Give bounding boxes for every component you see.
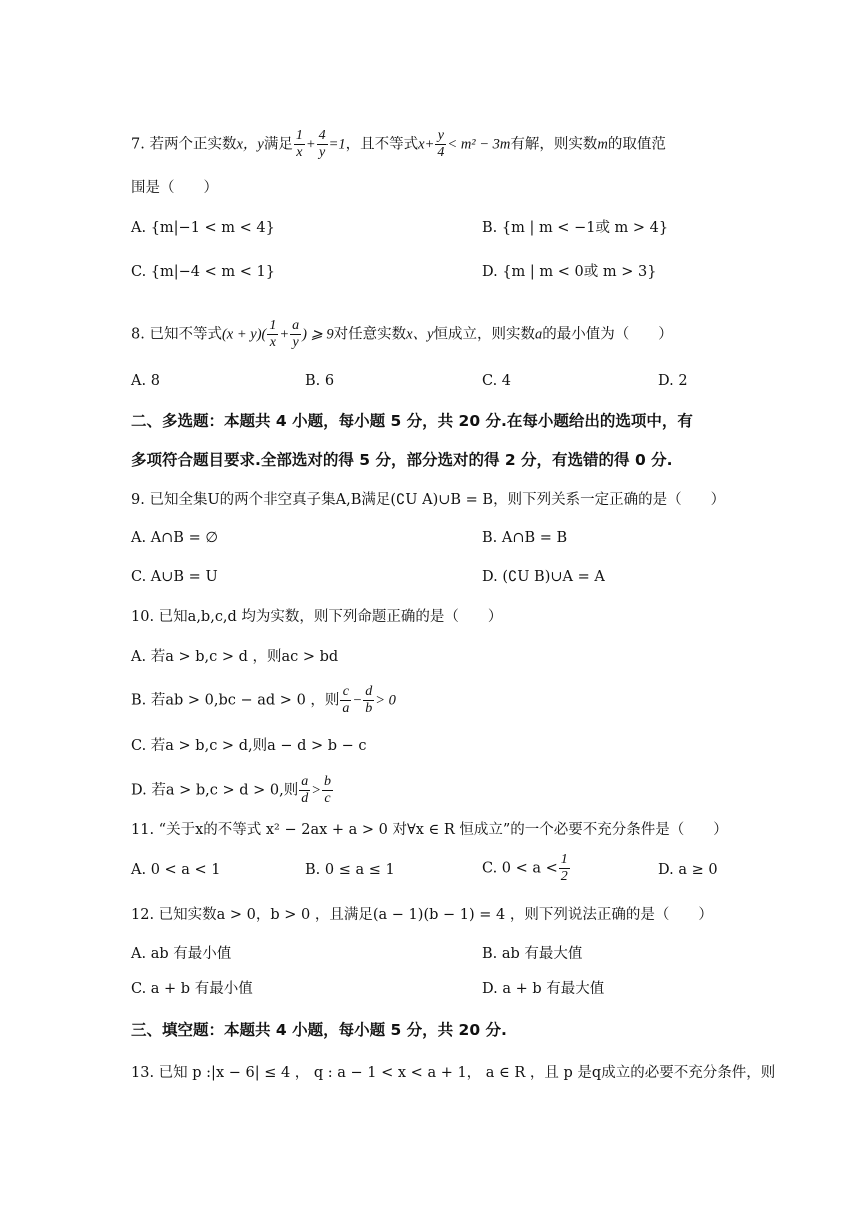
q7-stem-line1: 7. 若两个正实数x，y满足 $\frac{1}{x}$ + $\frac{4}{y}$ =1，且不等式x+ $\frac{y}{4}$ < m² − 3m有解，则实数m的取值范: [131, 128, 666, 160]
q7-frac: $\frac{4}{y}$: [318, 128, 326, 160]
q8-text: 恒成立，则实数: [433, 326, 536, 343]
q10-option-c: C. 若a > b,c > d,则a − d > b − c: [131, 738, 367, 754]
q8-text: 8. 已知不等式: [131, 326, 222, 343]
q8-text: 的最小值为（ ）: [542, 326, 673, 343]
q8-frac: $\frac{a}{y}$: [292, 318, 300, 350]
q9-option-c: C. A∪B = U: [131, 569, 218, 585]
q10-stem: 10. 已知a,b,c,d 均为实数，则下列命题正确的是（ ）: [131, 609, 503, 625]
q7-stem-line2: 围是（ ）: [131, 180, 218, 196]
q9-option-a: A. A∩B = ∅: [131, 530, 218, 546]
q8-stem: 8. 已知不等式(x + y)( $\frac{1}{x}$ + $\frac{a}{y}$ ) ⩾ 9对任意实数x、y恒成立，则实数a的最小值为（ ）: [131, 318, 673, 350]
q11-frac: $\frac{1}{2}$: [560, 852, 568, 884]
q7-option-b: B. {m | m < −1或 m > 4}: [482, 220, 669, 236]
q8-option-d: D. 2: [658, 373, 688, 389]
q11-option-c: C. 0 < a < $\frac{1}{2}$: [482, 852, 568, 884]
q7-frac: $\frac{1}{x}$: [295, 128, 303, 160]
q9-option-d: D. (∁U B)∪A = A: [482, 569, 605, 585]
q8-option-b: B. 6: [305, 373, 335, 389]
q8-option-c: C. 4: [482, 373, 512, 389]
q7-text: 的取值范: [607, 136, 666, 153]
q7-vars: x，y: [236, 136, 264, 153]
q11-option-b: B. 0 ≤ a ≤ 1: [305, 862, 395, 878]
q7-option-c: C. {m|−4 < m < 1}: [131, 264, 275, 280]
q7-frac: $\frac{y}{4}$: [437, 128, 445, 160]
q7-text: 7. 若两个正实数: [131, 136, 237, 153]
q7-ineq: < m² − 3m: [447, 136, 511, 153]
q7-text: 有解，则实数: [510, 136, 598, 153]
section-3-heading: 三、填空题：本题共 4 小题，每小题 5 分，共 20 分.: [131, 1021, 507, 1039]
q10-frac: $\frac{c}{a}$: [342, 684, 350, 716]
q12-option-b: B. ab 有最大值: [482, 946, 583, 962]
q9-option-b: B. A∩B = B: [482, 530, 568, 546]
section-2-heading: 二、多选题：本题共 4 小题，每小题 5 分，共 20 分.在每小题给出的选项中，有: [131, 412, 693, 430]
q8-expr: ) ⩾ 9: [302, 326, 334, 343]
q7-text: 满足: [263, 136, 293, 153]
q7-var: m: [597, 136, 608, 153]
q8-frac: $\frac{1}{x}$: [269, 318, 277, 350]
q8-option-a: A. 8: [131, 373, 160, 389]
q7-ineq: x+: [418, 136, 435, 153]
q11-option-d: D. a ≥ 0: [658, 862, 718, 878]
q9-stem: 9. 已知全集U的两个非空真子集A,B满足(∁U A)∪B = B，则下列关系一定正确的是（ ）: [131, 492, 726, 508]
q7-text: ，且不等式: [345, 136, 419, 153]
q7-option-d: D. {m | m < 0或 m > 3}: [482, 264, 657, 280]
q11-option-a: A. 0 < a < 1: [131, 862, 221, 878]
section-2-heading-cont: 多项符合题目要求.全部选对的得 5 分，部分选对的得 2 分，有选错的得 0 分.: [131, 451, 673, 469]
q8-var: a: [535, 326, 543, 343]
q10-option-b: B. 若ab > 0,bc − ad > 0 ，则 $\frac{c}{a}$ − $\frac{d}{b}$ > 0: [131, 684, 396, 716]
q10-frac: $\frac{b}{c}$: [324, 774, 331, 806]
q13-stem: 13. 已知 p :|x − 6| ≤ 4 ， q : a − 1 < x < a + 1， a ∈ R ，且 p 是q成立的必要不充分条件，则: [131, 1065, 776, 1081]
q12-option-a: A. ab 有最小值: [131, 946, 232, 962]
q10-option-a: A. 若a > b,c > d ，则ac > bd: [131, 649, 339, 665]
q8-expr: (x + y)(: [221, 326, 267, 343]
q12-option-c: C. a + b 有最小值: [131, 981, 253, 997]
q10-frac: $\frac{d}{b}$: [365, 684, 373, 716]
q7-eq: =1: [328, 136, 346, 153]
q8-text: 对任意实数: [333, 326, 407, 343]
q12-stem: 12. 已知实数a > 0，b > 0 ，且满足(a − 1)(b − 1) = 4 ，则下列说法正确的是（ ）: [131, 907, 713, 923]
q10-frac: $\frac{a}{d}$: [301, 774, 309, 806]
q8-vars: x、y: [406, 326, 434, 343]
q12-option-d: D. a + b 有最大值: [482, 981, 605, 997]
q7-option-a: A. {m|−1 < m < 4}: [131, 220, 275, 236]
q11-stem: 11. “关于x的不等式 x² − 2ax + a > 0 对∀x ∈ R 恒成立”的一个必要不充分条件是（ ）: [131, 822, 728, 838]
q10-option-d: D. 若a > b,c > d > 0,则 $\frac{a}{d}$ > $\frac{b}{c}$: [131, 774, 331, 806]
